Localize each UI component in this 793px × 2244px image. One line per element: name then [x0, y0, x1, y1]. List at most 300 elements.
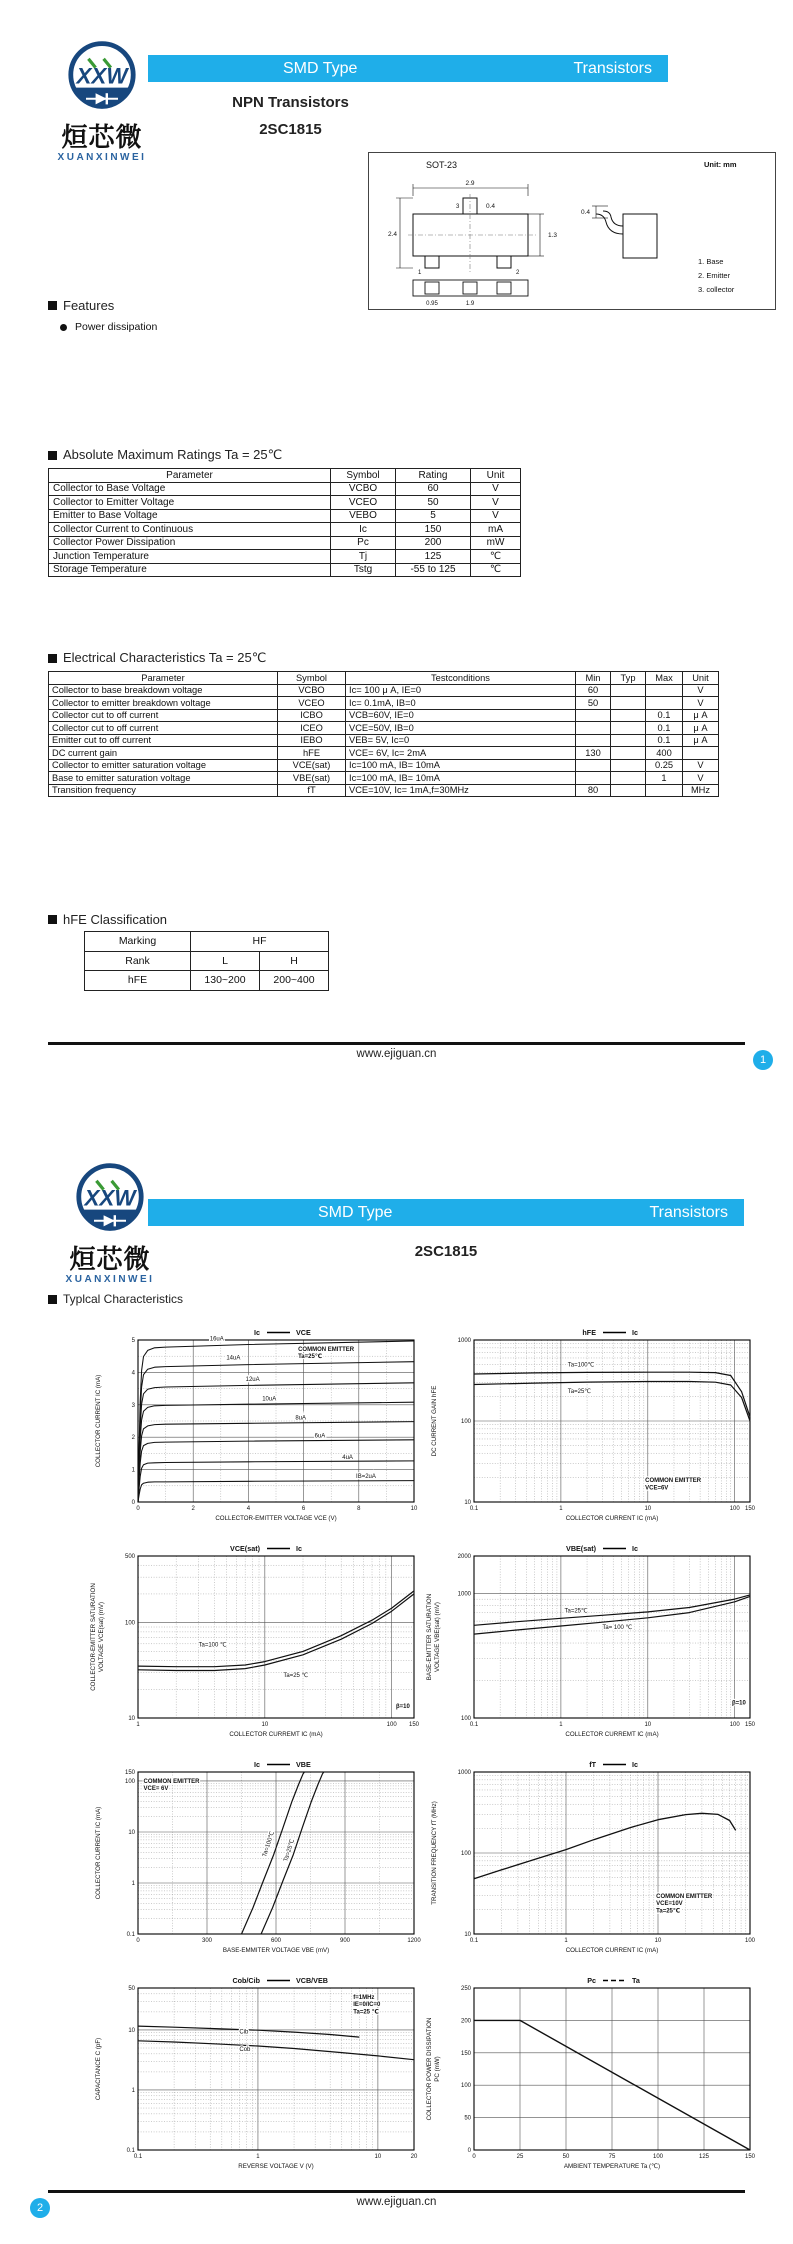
svg-text:150: 150 [744, 1506, 756, 1512]
table-cell [576, 709, 611, 722]
table-row [49, 784, 719, 797]
header-bar [148, 55, 668, 82]
svg-text:VCE: VCE [296, 1328, 311, 1337]
svg-text:COLLECTOR CURRENT IC (mA): COLLECTOR CURRENT IC (mA) [565, 1515, 659, 1522]
table-cell: VCB=60V, IE=0 [346, 709, 576, 722]
svg-text:125: 125 [698, 2154, 710, 2160]
table-cell: Collector Power Dissipation [49, 536, 331, 550]
svg-text:6uA: 6uA [314, 1433, 326, 1440]
table-row [49, 697, 719, 710]
svg-text:10: 10 [374, 2154, 382, 2160]
svg-text:50: 50 [464, 2115, 471, 2122]
pin3-number: 3 [456, 204, 460, 210]
table-cell: V [471, 509, 521, 523]
svg-text:Ta=100 ℃: Ta=100 ℃ [198, 1642, 227, 1649]
svg-text:COLLECTOR CURRENT IC (mA): COLLECTOR CURRENT IC (mA) [565, 1947, 659, 1954]
table-cell: Emitter to Base Voltage [49, 509, 331, 523]
svg-text:150: 150 [124, 1770, 135, 1776]
header-transistors: Transistors [573, 59, 652, 77]
svg-text:XXW: XXW [76, 63, 128, 89]
svg-text:150: 150 [744, 2154, 756, 2160]
svg-text:10: 10 [464, 1500, 471, 1506]
table-cell: 1 [646, 772, 683, 785]
table-cell: Ic= 0.1mA, IB=0 [346, 697, 576, 710]
svg-text:4uA: 4uA [342, 1454, 353, 1461]
table-cell: VCEO [331, 496, 396, 510]
svg-text:300: 300 [201, 1938, 213, 1944]
table-cell: V [471, 496, 521, 510]
svg-text:150: 150 [744, 1722, 756, 1728]
svg-text:0: 0 [467, 2148, 471, 2154]
chart-vce-sat [88, 1540, 428, 1752]
table-cell: mA [471, 523, 521, 537]
package-name: SOT-23 [426, 160, 458, 170]
table-cell: 50 [396, 496, 471, 510]
table-cell: Marking [85, 932, 191, 952]
logo-english-name: XUANXINWEI [65, 1273, 155, 1285]
svg-text:0.1: 0.1 [469, 1506, 479, 1512]
svg-text:100: 100 [744, 1938, 756, 1944]
table-row [49, 482, 521, 496]
table-cell: IEBO [278, 734, 346, 747]
electrical-characteristics-heading: Electrical Characteristics Ta = 25℃ [48, 650, 266, 666]
table-cell: MHz [683, 784, 719, 797]
svg-text:BASE-EMITTER SATURATION: BASE-EMITTER SATURATION [426, 1593, 433, 1681]
table-cell [576, 772, 611, 785]
svg-text:Ic: Ic [254, 1328, 260, 1337]
table-cell: Collector cut to off current [49, 722, 278, 735]
chart-power-derating [424, 1972, 764, 2184]
pin1-number: 1 [418, 270, 422, 276]
svg-text:1000: 1000 [457, 1338, 471, 1344]
table-row [49, 536, 521, 550]
dim-pitch: 1.9 [465, 301, 475, 307]
table-cell: -55 to 125 [396, 563, 471, 577]
svg-text:150: 150 [460, 2050, 471, 2057]
table-cell [646, 784, 683, 797]
table-cell: 130~200 [191, 971, 260, 991]
svg-text:3: 3 [131, 1402, 135, 1409]
svg-text:COMMON EMITTER: COMMON EMITTER [143, 1778, 200, 1785]
chart-output-characteristics [88, 1324, 428, 1536]
svg-text:COMMON EMITTER: COMMON EMITTER [298, 1346, 355, 1353]
table-row [49, 722, 719, 735]
svg-text:f=1MHz: f=1MHz [353, 1994, 375, 2001]
svg-text:1: 1 [131, 2087, 135, 2094]
svg-text:10: 10 [464, 1932, 471, 1938]
square-bullet-icon [48, 915, 57, 924]
svg-text:8uA: 8uA [295, 1415, 307, 1422]
table-cell: Collector to emitter saturation voltage [49, 759, 278, 772]
table-cell: 0.1 [646, 722, 683, 735]
svg-text:CAPACITANCE C (pF): CAPACITANCE C (pF) [95, 2037, 102, 2101]
hfe-classification-heading: hFE Classification [48, 912, 167, 927]
logo-mark-icon [62, 38, 142, 118]
table-cell: ICBO [278, 709, 346, 722]
table-cell: Collector to Emitter Voltage [49, 496, 331, 510]
table-cell: Emitter cut to off current [49, 734, 278, 747]
table-cell: V [683, 772, 719, 785]
table-header-cell: Typ [611, 672, 646, 685]
table-cell: VEB= 5V, Ic=0 [346, 734, 576, 747]
square-bullet-icon [48, 654, 57, 663]
svg-text:2: 2 [131, 1435, 135, 1442]
svg-text:COLLECTOR-EMITTER SATURATION: COLLECTOR-EMITTER SATURATION [90, 1583, 97, 1691]
table-cell: 400 [646, 747, 683, 760]
svg-text:0.1: 0.1 [126, 2148, 135, 2154]
part-number: 2SC1815 [414, 1243, 478, 1260]
table-cell [611, 747, 646, 760]
table-header-cell: Symbol [331, 469, 396, 483]
table-cell: 125 [396, 550, 471, 564]
table-cell: Collector Current to Continuous [49, 523, 331, 537]
square-bullet-icon [48, 301, 57, 310]
svg-text:VCE(sat): VCE(sat) [230, 1544, 260, 1553]
table-cell: L [191, 951, 260, 971]
electrical-characteristics-table [48, 671, 718, 797]
dim-body-width: 2.9 [465, 180, 475, 187]
svg-text:1200: 1200 [407, 1938, 421, 1944]
svg-text:BASE-EMMITER VOLTAGE VBE (: BASE-EMMITER VOLTAGE VBE (mV) [222, 1947, 330, 1954]
header-bar [148, 1199, 744, 1226]
table-cell: V [471, 482, 521, 496]
table-row [49, 734, 719, 747]
abs-max-table [48, 468, 520, 577]
svg-text:100: 100 [386, 1722, 397, 1728]
svg-text:600: 600 [270, 1938, 282, 1944]
table-cell: V [683, 697, 719, 710]
table-cell: μ A [683, 709, 719, 722]
table-row [49, 759, 719, 772]
svg-text:1: 1 [564, 1938, 568, 1944]
logo-mark-icon [70, 1160, 150, 1240]
table-cell: Tstg [331, 563, 396, 577]
table-cell [576, 759, 611, 772]
table-cell: Pc [331, 536, 396, 550]
table-cell: Rank [85, 951, 191, 971]
footer-divider [48, 2190, 745, 2193]
svg-text:VBE: VBE [296, 1760, 311, 1769]
svg-text:Cib: Cib [239, 2029, 249, 2036]
table-header-cell: Parameter [49, 672, 278, 685]
table-header-cell: Max [646, 672, 683, 685]
svg-text:COLLECTOR CURREMT IC (mA): COLLECTOR CURREMT IC (mA) [229, 1731, 323, 1738]
svg-text:VCB/VEB: VCB/VEB [296, 1976, 328, 1985]
table-cell: 0.1 [646, 734, 683, 747]
table-cell [646, 684, 683, 697]
svg-text:12uA: 12uA [245, 1376, 260, 1383]
table-cell: Ic= 100 μ A, IE=0 [346, 684, 576, 697]
table-cell: ℃ [471, 563, 521, 577]
table-cell: VCE= 6V, Ic= 2mA [346, 747, 576, 760]
pin2-number: 2 [516, 270, 520, 276]
svg-text:500: 500 [124, 1554, 135, 1560]
svg-text:1: 1 [256, 2154, 260, 2160]
svg-text:0: 0 [131, 1500, 135, 1506]
table-cell: 80 [576, 784, 611, 797]
svg-text:β=10: β=10 [732, 1700, 746, 1707]
header-smd-type: SMD Type [283, 59, 358, 77]
svg-text:Ta: Ta [632, 1976, 640, 1985]
table-cell: V [683, 759, 719, 772]
svg-text:Ta=25 ℃: Ta=25 ℃ [283, 1672, 309, 1679]
table-cell: Collector to base breakdown voltage [49, 684, 278, 697]
svg-text:hFE: hFE [582, 1328, 596, 1337]
typical-characteristics-heading: Typlcal Characteristics [48, 1292, 183, 1306]
svg-text:100: 100 [729, 1722, 740, 1728]
svg-text:VCE= 6V: VCE= 6V [143, 1786, 169, 1793]
table-header-cell: Testconditions [346, 672, 576, 685]
company-logo [50, 38, 154, 163]
svg-text:XXW: XXW [84, 1185, 136, 1211]
svg-text:0: 0 [472, 2154, 476, 2160]
table-cell: H [260, 951, 329, 971]
table-cell [611, 709, 646, 722]
table-cell: Storage Temperature [49, 563, 331, 577]
pin-label-base: 1. Base [698, 257, 724, 266]
svg-text:COMMON EMITTER: COMMON EMITTER [645, 1478, 702, 1485]
svg-text:20: 20 [410, 2154, 418, 2160]
package-unit: Unit: mm [704, 160, 737, 169]
table-cell: VCBO [278, 684, 346, 697]
table-cell: Collector cut to off current [49, 709, 278, 722]
table-cell: VCE(sat) [278, 759, 346, 772]
svg-text:Ta=25℃: Ta=25℃ [656, 1908, 681, 1915]
svg-text:Ta=25℃: Ta=25℃ [298, 1354, 323, 1361]
svg-text:COMMON EMITTER: COMMON EMITTER [656, 1893, 713, 1900]
table-cell: ICEO [278, 722, 346, 735]
svg-text:AMBIENT TEMPERATURE Ta (℃): AMBIENT TEMPERATURE Ta (℃) [563, 2163, 661, 2170]
table-cell: 60 [576, 684, 611, 697]
svg-text:IE=0/IC=0: IE=0/IC=0 [353, 2002, 381, 2009]
svg-text:100: 100 [652, 2154, 664, 2160]
svg-text:Ta=25℃: Ta=25℃ [283, 1838, 297, 1863]
table-header-cell: Rating [396, 469, 471, 483]
table-cell: ℃ [471, 550, 521, 564]
chart-transition-frequency [424, 1756, 764, 1968]
table-cell [611, 684, 646, 697]
svg-text:TRANSITION FREQUENCY fT (M: TRANSITION FREQUENCY fT (MHz) [431, 1801, 438, 1905]
table-cell: mW [471, 536, 521, 550]
table-row [49, 563, 521, 577]
table-row [49, 684, 719, 697]
table-cell: hFE [278, 747, 346, 760]
pin-label-collector: 3. collector [698, 285, 735, 294]
svg-text:0: 0 [136, 1938, 140, 1944]
abs-max-heading: Absolute Maximum Ratings Ta = 25℃ [48, 447, 282, 463]
table-cell [611, 697, 646, 710]
table-row [49, 550, 521, 564]
table-row [49, 523, 521, 537]
table-row [49, 509, 521, 523]
svg-text:10: 10 [128, 2027, 135, 2034]
dim-pin-width: 0.4 [486, 203, 496, 210]
table-cell [576, 734, 611, 747]
svg-text:PC (mW): PC (mW) [434, 2056, 441, 2082]
svg-text:Ta= 100 ℃: Ta= 100 ℃ [602, 1624, 633, 1631]
svg-text:50: 50 [128, 1986, 135, 1992]
table-cell [611, 759, 646, 772]
header-smd-type: SMD Type [318, 1203, 393, 1221]
square-bullet-icon [48, 451, 57, 460]
svg-text:VCE=10V: VCE=10V [656, 1901, 683, 1908]
table-cell: hFE [85, 971, 191, 991]
table-cell: 50 [576, 697, 611, 710]
table-cell: DC current gain [49, 747, 278, 760]
chart-capacitance [88, 1972, 428, 2184]
svg-text:8: 8 [357, 1506, 361, 1512]
table-cell [576, 722, 611, 735]
table-cell [611, 722, 646, 735]
company-logo [58, 1160, 162, 1285]
svg-text:0.1: 0.1 [133, 2154, 143, 2160]
table-header-cell: Min [576, 672, 611, 685]
table-cell [611, 784, 646, 797]
svg-text:COLLECTOR-EMITTER VOLTAGE VC: COLLECTOR-EMITTER VOLTAGE VCE (V) [215, 1515, 337, 1522]
svg-text:5: 5 [131, 1338, 135, 1344]
svg-text:fT: fT [589, 1760, 596, 1769]
page-number-badge: 1 [753, 1050, 773, 1070]
svg-text:1: 1 [131, 1880, 135, 1887]
svg-text:25: 25 [516, 2154, 524, 2160]
table-cell: 5 [396, 509, 471, 523]
table-row [85, 971, 329, 991]
svg-text:200: 200 [460, 2018, 471, 2025]
pin-label-emitter: 2. Emitter [698, 271, 731, 280]
svg-text:β=10: β=10 [396, 1703, 410, 1710]
table-cell: VCE=10V, Ic= 1mA,f=30MHz [346, 784, 576, 797]
svg-text:14uA: 14uA [226, 1355, 241, 1362]
svg-text:100: 100 [460, 2083, 471, 2090]
chart-vbe-sat [424, 1540, 764, 1752]
table-row [49, 709, 719, 722]
table-row [49, 772, 719, 785]
table-cell: fT [278, 784, 346, 797]
square-bullet-icon [48, 1295, 57, 1304]
table-cell: 60 [396, 482, 471, 496]
svg-text:COLLECTOR CURRENT IC (mA): COLLECTOR CURRENT IC (mA) [95, 1806, 102, 1900]
svg-text:Ic: Ic [632, 1328, 638, 1337]
dim-pad: 0.95 [426, 301, 438, 307]
svg-text:0.1: 0.1 [126, 1932, 135, 1938]
header-transistors: Transistors [649, 1203, 728, 1221]
svg-text:100: 100 [460, 1716, 471, 1722]
svg-text:10: 10 [128, 1829, 135, 1836]
svg-text:VBE(sat): VBE(sat) [566, 1544, 596, 1553]
table-cell: 200 [396, 536, 471, 550]
table-header-cell: Unit [471, 469, 521, 483]
svg-text:10: 10 [261, 1722, 269, 1728]
table-cell: Collector to Base Voltage [49, 482, 331, 496]
svg-text:0: 0 [136, 1506, 140, 1512]
table-cell [611, 734, 646, 747]
table-cell: 130 [576, 747, 611, 760]
svg-text:100: 100 [124, 1620, 135, 1627]
dim-body-height: 1.3 [548, 232, 558, 239]
svg-text:COLLECTOR POWER DISSIPATION: COLLECTOR POWER DISSIPATION [426, 2017, 433, 2121]
table-cell: μ A [683, 734, 719, 747]
svg-text:100: 100 [124, 1778, 135, 1785]
table-cell: Base to emitter saturation voltage [49, 772, 278, 785]
svg-text:Ic: Ic [632, 1760, 638, 1769]
table-cell: 0.25 [646, 759, 683, 772]
table-cell: Transition frequency [49, 784, 278, 797]
svg-text:Cob/Cib: Cob/Cib [232, 1976, 260, 1985]
chart-dc-current-gain [424, 1324, 764, 1536]
svg-text:2: 2 [191, 1506, 195, 1512]
svg-text:Ta=25 ℃: Ta=25 ℃ [353, 2009, 379, 2016]
svg-text:COLLECTOR CURREMT IC (mA): COLLECTOR CURREMT IC (mA) [565, 1731, 659, 1738]
svg-text:10: 10 [410, 1506, 418, 1512]
svg-text:Ta=100℃: Ta=100℃ [567, 1362, 595, 1369]
package-drawing [368, 152, 776, 310]
svg-text:1: 1 [136, 1722, 140, 1728]
svg-text:100: 100 [460, 1851, 471, 1857]
svg-text:10uA: 10uA [262, 1396, 277, 1403]
svg-text:4: 4 [131, 1370, 135, 1377]
svg-text:VCE=6V: VCE=6V [645, 1485, 669, 1492]
svg-text:75: 75 [608, 2154, 616, 2160]
svg-text:1: 1 [559, 1722, 563, 1728]
svg-text:Ta=25℃: Ta=25℃ [564, 1608, 588, 1615]
svg-text:100: 100 [460, 1419, 471, 1425]
svg-text:Ic: Ic [632, 1544, 638, 1553]
table-cell: V [683, 684, 719, 697]
svg-text:IB=2uA: IB=2uA [356, 1474, 376, 1481]
table-cell [683, 747, 719, 760]
svg-text:2000: 2000 [457, 1554, 471, 1560]
feature-item: Power dissipation [60, 321, 157, 333]
svg-text:Ic: Ic [296, 1544, 302, 1553]
svg-text:1000: 1000 [457, 1591, 471, 1598]
hfe-classification-table [84, 931, 328, 991]
svg-text:0.1: 0.1 [469, 1938, 479, 1944]
footer-url: www.ejiguan.cn [356, 1048, 437, 1060]
table-cell: Junction Temperature [49, 550, 331, 564]
table-cell: 0.1 [646, 709, 683, 722]
features-heading: Features [48, 298, 114, 313]
svg-text:10: 10 [644, 1722, 652, 1728]
svg-text:DC CURRENT GAIN hFE: DC CURRENT GAIN hFE [431, 1385, 438, 1457]
footer-url: www.ejiguan.cn [356, 2196, 437, 2208]
svg-text:REVERSE VOLTAGE V (V): REVERSE VOLTAGE V (V) [238, 2163, 314, 2170]
svg-text:250: 250 [460, 1986, 471, 1992]
svg-text:50: 50 [562, 2154, 570, 2160]
table-header-cell: Unit [683, 672, 719, 685]
chart-ic-vs-vbe [88, 1756, 428, 1968]
svg-text:Ta=25℃: Ta=25℃ [567, 1388, 592, 1395]
svg-text:16uA: 16uA [209, 1336, 224, 1343]
logo-english-name: XUANXINWEI [57, 151, 147, 163]
table-cell: 150 [396, 523, 471, 537]
table-cell: Tj [331, 550, 396, 564]
logo-chinese-name: 烜芯微 [61, 122, 143, 152]
table-cell: Collector to emitter breakdown voltage [49, 697, 278, 710]
svg-text:4: 4 [246, 1506, 251, 1512]
table-cell [611, 772, 646, 785]
svg-text:1000: 1000 [457, 1770, 471, 1776]
part-number: 2SC1815 [259, 121, 322, 138]
table-row [85, 951, 329, 971]
dot-bullet-icon [60, 324, 67, 331]
svg-text:Ic: Ic [254, 1760, 260, 1769]
svg-text:900: 900 [339, 1938, 351, 1944]
table-row [49, 747, 719, 760]
svg-text:VOLTAGE VCE(sat) (mV): VOLTAGE VCE(sat) (mV) [98, 1601, 105, 1673]
table-cell: VCBO [331, 482, 396, 496]
logo-chinese-name: 烜芯微 [69, 1244, 151, 1274]
svg-text:Ta=100℃: Ta=100℃ [262, 1830, 277, 1858]
